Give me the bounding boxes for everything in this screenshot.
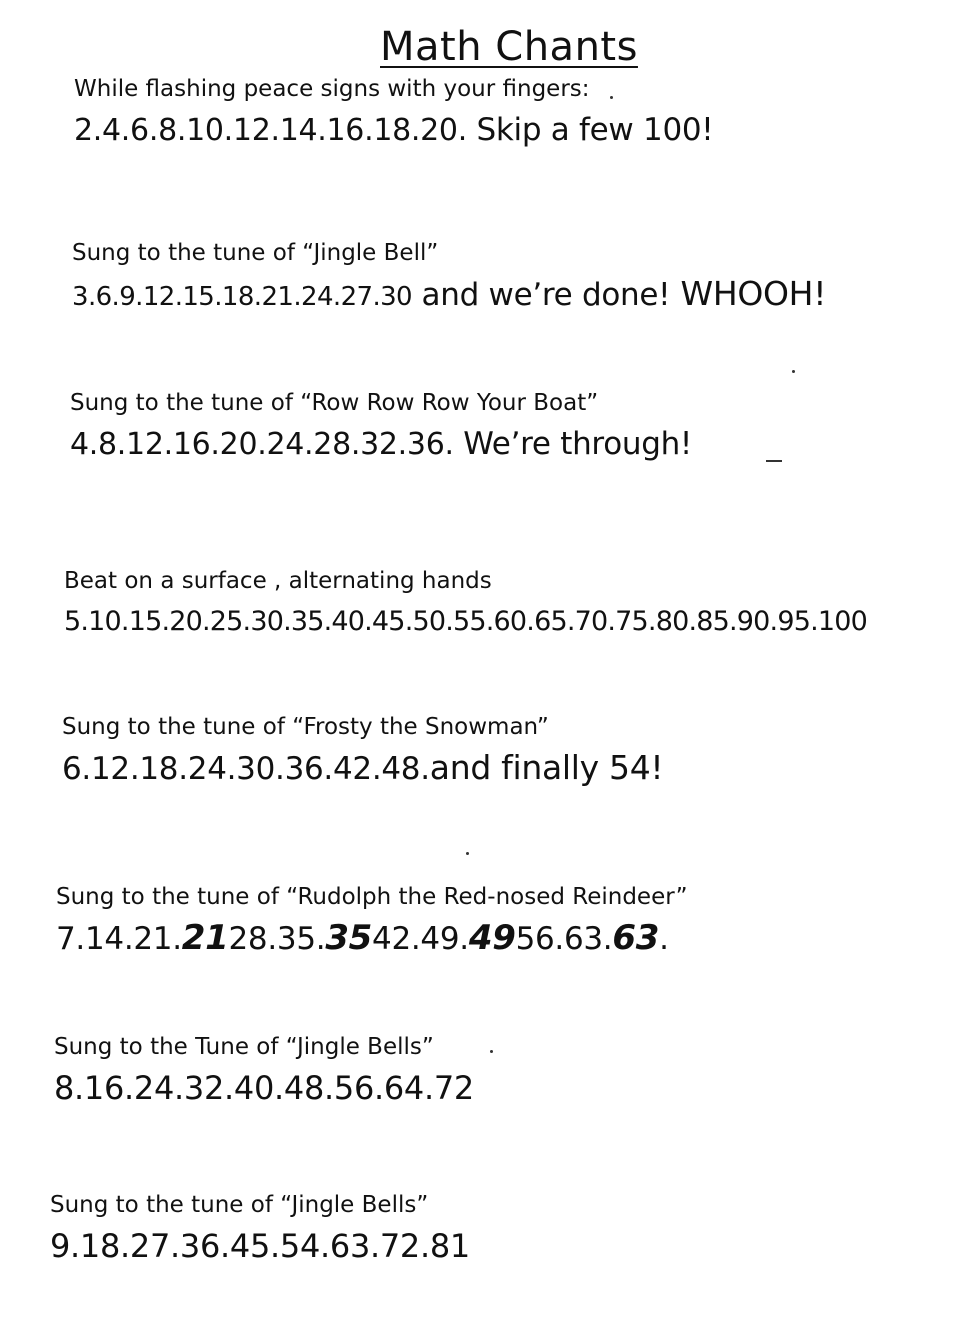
chant-numbers: [74, 110, 713, 151]
scan-speck: [792, 370, 795, 373]
chant-caption: Sung to the tune of “Row Row Row Your Boat”: [70, 390, 599, 416]
chant-block-7s: [56, 882, 688, 959]
chant-numbers: [54, 1068, 474, 1108]
number-emphasis: 35: [325, 918, 373, 958]
chant-numbers: [56, 918, 688, 959]
chant-block-8s: [54, 1032, 474, 1108]
scan-speck: [766, 460, 782, 462]
chant-caption: Sung to the tune of “Jingle Bells”: [50, 1192, 429, 1218]
chant-ending: and we’re done!: [412, 277, 671, 313]
number-sequence: 5.10.15.20.25.30.35.40.45.50.55.60.65.70.75.80.85.90.95.100: [64, 606, 867, 637]
number-segment: 28.35.: [228, 921, 326, 957]
chant-numbers: [72, 274, 826, 317]
page-title: Math Chants: [380, 24, 638, 70]
scan-speck: [466, 852, 469, 855]
chant-ending: We’re through!: [453, 426, 693, 462]
chant-caption: Beat on a surface , alternating hands: [64, 568, 492, 594]
chant-ending: Skip a few 100!: [466, 112, 714, 148]
number-segment: 7.14.21.: [56, 921, 182, 957]
chant-block-4s: [70, 388, 692, 465]
chant-caption: Sung to the tune of “Jingle Bell”: [72, 240, 439, 266]
chant-numbers: [70, 424, 692, 465]
number-sequence: 8.16.24.32.40.48.56.64.72: [54, 1069, 474, 1107]
chant-ending: and finally 54!: [429, 748, 664, 787]
chant-shout: WHOOH!: [670, 274, 827, 313]
chant-numbers: [64, 602, 867, 642]
number-sequence: 3.6.9.12.15.18.21.24.27.30: [72, 282, 412, 312]
chant-block-9s: [50, 1190, 470, 1266]
chant-caption: Sung to the Tune of “Jingle Bells”: [54, 1034, 434, 1060]
scan-speck: [610, 96, 613, 99]
chant-caption: Sung to the tune of “Frosty the Snowman”: [62, 714, 549, 740]
number-emphasis: 49: [468, 918, 516, 958]
chant-block-2s: [74, 74, 713, 151]
chant-numbers: [62, 748, 663, 789]
number-sequence: 2.4.6.8.10.12.14.16.18.20.: [74, 113, 467, 148]
number-emphasis: 63: [612, 918, 660, 958]
number-emphasis: 21: [181, 918, 229, 958]
chant-block-5s: [64, 566, 867, 642]
number-sequence: 6.12.18.24.30.36.42.48.: [62, 751, 430, 787]
scan-speck: [490, 1050, 493, 1053]
number-segment: 56.63.: [515, 921, 613, 957]
chant-block-3s: [72, 238, 826, 317]
chant-block-6s: [62, 712, 663, 789]
chant-caption: Sung to the tune of “Rudolph the Red-nosed Reindeer”: [56, 884, 688, 910]
chant-caption: While flashing peace signs with your fingers:: [74, 76, 590, 102]
number-sequence: 4.8.12.16.20.24.28.32.36.: [70, 427, 454, 462]
number-segment: 42.49.: [372, 921, 469, 957]
chant-numbers: [50, 1226, 470, 1266]
number-sequence: 9.18.27.36.45.54.63.72.81: [50, 1227, 470, 1265]
number-segment: .: [659, 921, 669, 957]
